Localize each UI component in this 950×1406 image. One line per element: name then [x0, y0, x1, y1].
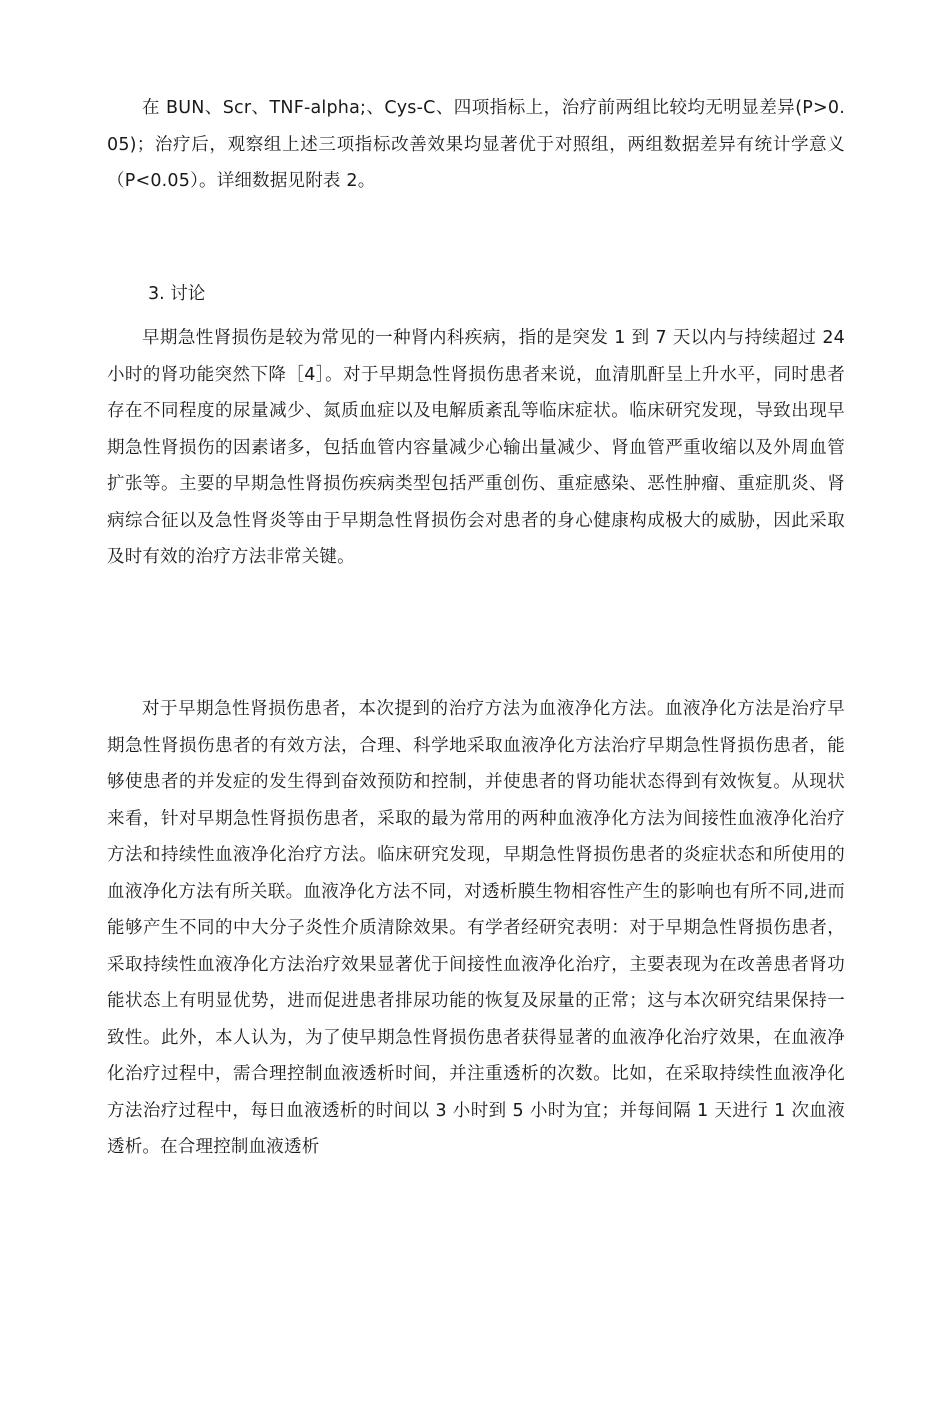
discussion-paragraph-1: 早期急性肾损伤是较为常见的一种肾内科疾病，指的是突发 1 到 7 天以内与持续超过 24 小时的肾功能突然下降［4］。对于早期急性肾损伤患者来说，血清肌酐呈上升水平，同时患者存在不同程度的尿量减少、氮质血症以及电解质紊乱等临床症状。临床研究发现，导致出现早期急性肾损伤的因素诸多，包括血管内容量减少心输出量减少、肾血管严重收缩以及外周血管扩张等。主要的早期急性肾损伤疾病类型包括严重创伤、重症感染、恶性肿瘤、重症肌炎、肾病综合征以及急性肾炎等由于早期急性肾损伤会对患者的身心健康构成极大的威胁，因此采取及时有效的治疗方法非常关键。 — [107, 328, 845, 567]
discussion-paragraph-2: 对于早期急性肾损伤患者，本次提到的治疗方法为血液净化方法。血液净化方法是治疗早期急性肾损伤患者的有效方法，合理、科学地采取血液净化方法治疗早期急性肾损伤患者，能够使患者的并发症的发生得到奋效预防和控制，并使患者的肾功能状态得到有效恢复。从现状来看，针对早期急性肾损伤患者，采取的最为常用的两种血液净化方法为间接性血液净化治疗方法和持续性血液净化治疗方法。临床研究发现，早期急性肾损伤患者的炎症状态和所使用的血液净化方法有所关联。血液净化方法不同，对透析膜生物相容性产生的影响也有所不同,进而能够产生不同的中大分子炎性介质清除效果。有学者经研究表明：对于早期急性肾损伤患者，采取持续性血液净化方法治疗效果显著优于间接性血液净化治疗，主要表现为在改善患者肾功能状态上有明显优势，进而促进患者排尿功能的恢复及尿量的正常；这与本次研究结果保持一致性。此外，本人认为，为了使早期急性肾损伤患者获得显著的血液净化治疗效果，在血液净化治疗过程中，需合理控制血液透析时间，并注重透析的次数。比如，在采取持续性血液净化方法治疗过程中，每日血液透析的时间以 3 小时到 5 小时为宜；并每间隔 1 天进行 1 次血液透析。在合理控制血液透析 — [107, 699, 845, 1157]
section-heading: 3. 讨论 — [148, 284, 206, 304]
results-paragraph: 在 BUN、Scr、TNF-alpha;、Cys-C、四项指标上，治疗前两组比较均无明显差异(P>0.05)；治疗后，观察组上述三项指标改善效果均显著优于对照组，两组数据差异有统计学意义（P<0.05）。详细数据见附表 2。 — [107, 98, 845, 191]
